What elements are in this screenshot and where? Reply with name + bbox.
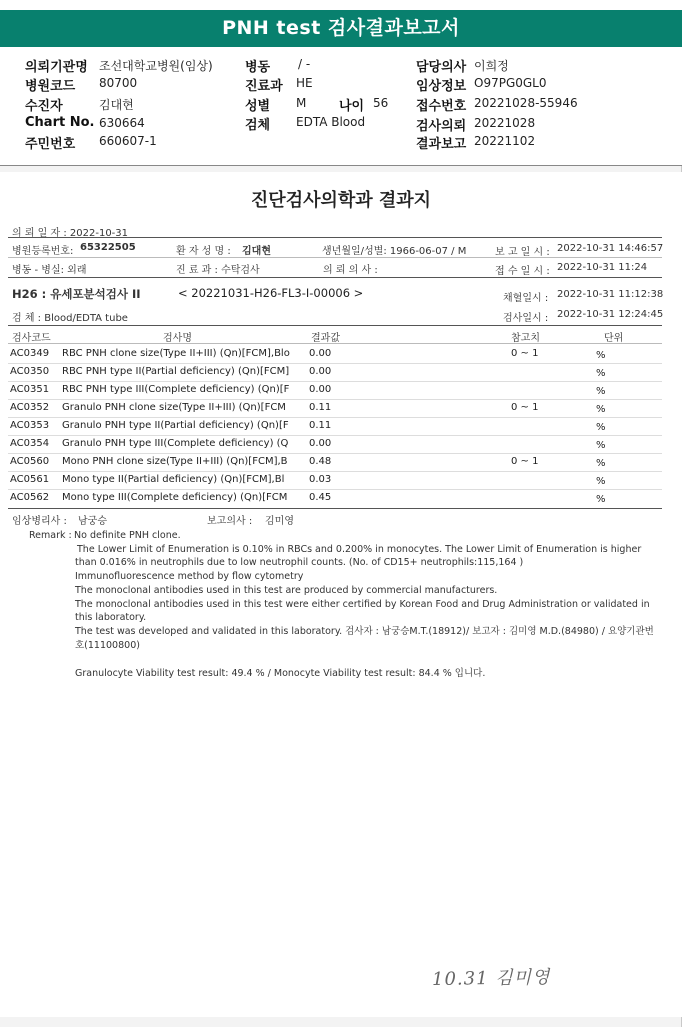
title-top-margin <box>0 0 682 10</box>
patient-header <box>0 47 682 166</box>
section-code: < 20221031-H26-FL3-I-00006 > <box>178 286 364 300</box>
row-code: AC0352 <box>10 402 50 413</box>
page-title: PNH test 검사결과보고서 <box>0 10 682 47</box>
table-row <box>0 454 682 472</box>
doctor-value: 이희정 <box>474 59 509 73</box>
age-value: 56 <box>373 96 389 110</box>
ward-label: 병동 <box>245 60 271 75</box>
specimen-value: EDTA Blood <box>296 115 366 129</box>
row-name: RBC PNH clone size(Type II+III) (Qn)[FCM],Blo <box>62 348 290 359</box>
receipt-no-value: 20221028-55946 <box>474 96 578 110</box>
divider <box>8 277 662 278</box>
row-code: AC0353 <box>10 420 50 431</box>
institution-value: 조선대학교병원(임상) <box>99 59 213 73</box>
ward-value: / - <box>298 57 311 71</box>
reporting-doctor-value: 김미영 <box>265 516 294 527</box>
age-label: 나이 <box>339 99 365 114</box>
row-unit: % <box>596 458 606 469</box>
ward-room-line: 병동 - 병실: 외래 <box>12 265 87 276</box>
row-code: AC0350 <box>10 366 50 377</box>
handwritten-note: 10.31 김미영 <box>431 966 551 991</box>
row-result: 0.11 <box>309 402 332 413</box>
remark-line: Immunofluorescence method by flow cytometry <box>75 571 304 582</box>
specimen-label: 검체 <box>245 118 271 133</box>
row-result: 0.48 <box>309 456 332 467</box>
row-unit: % <box>596 422 606 433</box>
row-unit: % <box>596 476 606 487</box>
requester-line: 의 뢰 의 사 : <box>323 265 378 276</box>
row-name: Mono type II(Partial deficiency) (Qn)[FCM],Bl <box>62 474 285 485</box>
resident-no-label: 주민번호 <box>25 137 76 152</box>
row-result: 0.00 <box>309 438 332 449</box>
row-name: RBC PNH type II(Partial deficiency) (Qn)[FCM] <box>62 366 290 377</box>
table-row <box>0 436 682 454</box>
receipt-time-value: 2022-10-31 11:24 <box>557 262 648 273</box>
row-code: AC0560 <box>10 456 50 467</box>
remark-label: Remark : <box>29 530 72 541</box>
row-code: AC0562 <box>10 492 50 503</box>
sex-value: M <box>296 96 307 110</box>
remark-line: The test was developed and validated in this laboratory. 검사자 : 남궁승M.T.(18912)/ 보고자 : 김미영 M.D.(84980) / 요양기관번 <box>75 626 654 637</box>
remark-line: than 0.016% in neutrophils due to low neutrophil counts. (No. of CD15+ neutrophils:115,164 ) <box>75 557 524 568</box>
request-date-value: 20221028 <box>474 116 536 130</box>
divider <box>8 237 662 238</box>
table-row <box>0 364 682 382</box>
remark-line: The monoclonal antibodies used in this test were either certified by Korean Food and Drug Administration or validated in <box>75 599 650 610</box>
doctor-label: 담당의사 <box>416 60 467 75</box>
report-date-label: 결과보고 <box>416 137 467 152</box>
divider <box>8 257 662 258</box>
remark-line: No definite PNH clone. <box>74 530 181 541</box>
reporting-doctor-label: 보고의사 : <box>207 516 253 527</box>
row-code: AC0351 <box>10 384 50 395</box>
reg-no-value: 65322505 <box>80 242 136 253</box>
test-time-label: 검사일시 : <box>503 313 549 324</box>
request-date-label: 검사의뢰 <box>416 119 467 134</box>
remark-line: this laboratory. <box>75 612 147 623</box>
col-header-name: 검사명 <box>163 333 192 344</box>
row-unit: % <box>596 494 606 505</box>
table-row <box>0 400 682 418</box>
row-name: Granulo PNH clone size(Type II+III) (Qn)[FCM <box>62 402 286 413</box>
chart-no-label: Chart No. <box>25 115 95 130</box>
remark-line: The monoclonal antibodies used in this test are produced by commercial manufacturers. <box>75 585 498 596</box>
row-ref: 0 ~ 1 <box>511 456 539 467</box>
row-ref: 0 ~ 1 <box>511 348 539 359</box>
clinical-info-label: 임상정보 <box>416 79 467 94</box>
row-code: AC0561 <box>10 474 50 485</box>
row-name: Mono type III(Complete deficiency) (Qn)[FCM <box>62 492 288 503</box>
receipt-no-label: 접수번호 <box>416 99 467 114</box>
row-unit: % <box>596 368 606 379</box>
hospital-code-label: 병원코드 <box>25 79 76 94</box>
report-time-value: 2022-10-31 14:46:57 <box>557 243 664 254</box>
row-result: 0.11 <box>309 420 332 431</box>
hospital-code-value: 80700 <box>99 76 138 90</box>
row-unit: % <box>596 440 606 451</box>
remark-line: 호(11100800) <box>75 640 140 651</box>
table-header-border <box>8 343 662 344</box>
specimen-line: 검 체 : Blood/EDTA tube <box>12 313 128 324</box>
test-time-value: 2022-10-31 12:24:45 <box>557 309 664 320</box>
dob-sex-line: 생년월일/성별: 1966-06-07 / M <box>322 246 467 257</box>
resident-no-value: 660607-1 <box>99 134 157 148</box>
institution-label: 의뢰기관명 <box>25 60 88 75</box>
reg-no-label: 병원등록번호: <box>12 246 74 257</box>
dept-line: 진 료 과 : 수탁검사 <box>176 265 260 276</box>
sex-label: 성별 <box>245 99 271 114</box>
col-header-code: 검사코드 <box>12 333 51 344</box>
col-header-ref: 참고치 <box>511 333 540 344</box>
row-result: 0.00 <box>309 348 332 359</box>
receipt-time-label: 접 수 일 시 : <box>495 266 550 277</box>
pathologist-label: 임상병리사 : <box>12 516 67 527</box>
chart-no-value: 630664 <box>99 116 145 130</box>
collect-time-value: 2022-10-31 11:12:38 <box>557 289 664 300</box>
table-row <box>0 382 682 400</box>
recipient-value: 김대현 <box>99 98 134 112</box>
patient-name-value: 김대현 <box>242 246 271 257</box>
report-date-value: 20221102 <box>474 134 536 148</box>
row-unit: % <box>596 386 606 397</box>
row-unit: % <box>596 350 606 361</box>
row-result: 0.00 <box>309 366 332 377</box>
row-code: AC0349 <box>10 348 50 359</box>
recipient-label: 수진자 <box>25 99 63 114</box>
table-row <box>0 418 682 436</box>
row-name: RBC PNH type III(Complete deficiency) (Qn)[F <box>62 384 290 395</box>
table-row <box>0 490 682 508</box>
table-row <box>0 472 682 490</box>
col-header-unit: 단위 <box>604 333 624 344</box>
row-ref: 0 ~ 1 <box>511 402 539 413</box>
row-result: 0.03 <box>309 474 332 485</box>
patient-name-label: 환 자 성 명 : <box>176 246 231 257</box>
clinical-info-value: O97PG0GL0 <box>474 76 547 90</box>
row-code: AC0354 <box>10 438 50 449</box>
row-name: Granulo PNH type II(Partial deficiency) (Qn)[F <box>62 420 289 431</box>
request-date-line: 의 뢰 일 자 : 2022-10-31 <box>12 228 129 239</box>
table-bottom-border <box>8 508 662 509</box>
row-name: Mono PNH clone size(Type II+III) (Qn)[FCM],B <box>62 456 288 467</box>
table-row <box>0 346 682 364</box>
col-header-result: 결과값 <box>311 333 340 344</box>
row-name: Granulo PNH type III(Complete deficiency) (Q <box>62 438 289 449</box>
dept-value: HE <box>296 76 313 90</box>
row-result: 0.45 <box>309 492 332 503</box>
section-title: H26 : 유세포분석검사 II <box>12 287 141 301</box>
report-time-label: 보 고 일 시 : <box>495 247 550 258</box>
report-title: 진단검사의학과 결과지 <box>250 190 432 211</box>
dept-label: 진료과 <box>245 79 283 94</box>
viability-result: Granulocyte Viability test result: 49.4 % / Monocyte Viability test result: 84.4 % 입니다. <box>75 668 486 679</box>
remark-line: The Lower Limit of Enumeration is 0.10% in RBCs and 0.200% in monocytes. The Lower Limit of Enumeration is higher <box>77 544 642 555</box>
row-unit: % <box>596 404 606 415</box>
table-top-border <box>8 325 662 326</box>
collect-time-label: 채혈일시 : <box>503 293 549 304</box>
pathologist-value: 남궁승 <box>78 516 107 527</box>
row-result: 0.00 <box>309 384 332 395</box>
